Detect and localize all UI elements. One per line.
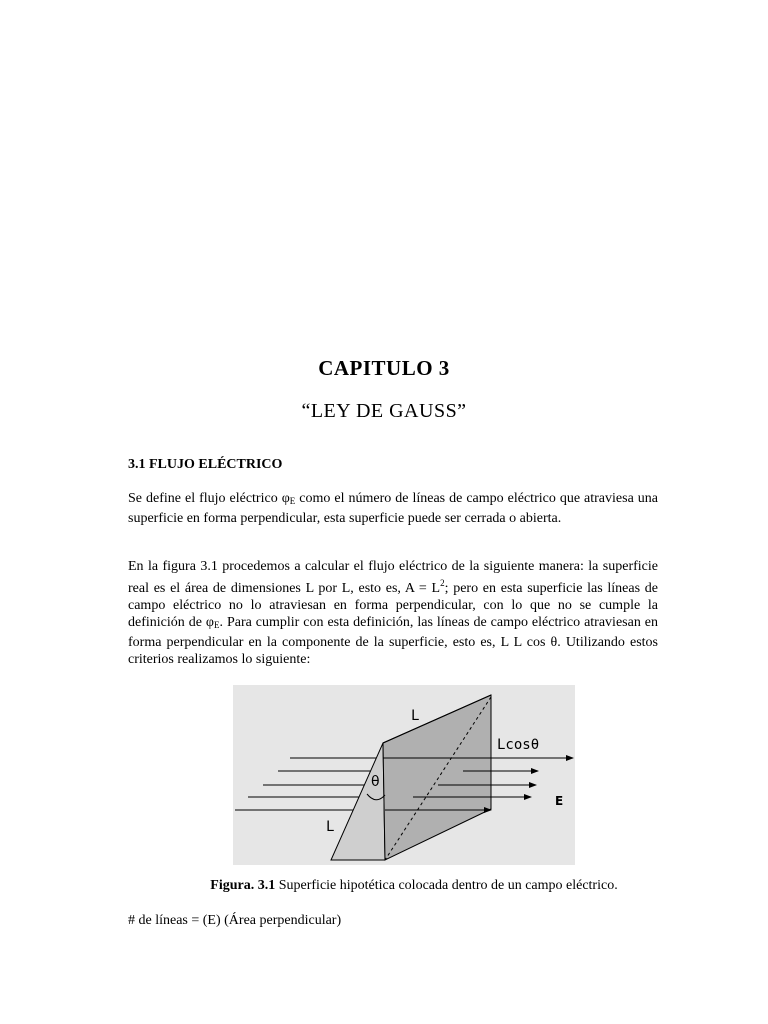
paragraph-text: ; pero en esta superficie las líneas de campo eléctrico no lo atraviesan en forma perpendicular, con lo que no se cumple la definición de	[128, 581, 658, 630]
label-lcos-text: Lcos	[497, 737, 531, 753]
paragraph-text: . Para cumplir con esta definición, las líneas de campo eléctrico atraviesan en forma perpendicular en la componente de la superficie, esto es, L L cos	[128, 615, 658, 650]
label-left-L: L	[326, 819, 335, 835]
figure-surface-diagram	[233, 685, 575, 865]
caption-label: Figura. 3.1	[210, 878, 276, 893]
paragraph-explanation	[128, 558, 658, 668]
paragraph-text: . Utilizando estos criterios realizamos lo siguiente:	[128, 635, 658, 667]
section-heading: 3.1 FLUJO ELÉCTRICO	[128, 457, 283, 472]
paragraph-text: Se define el flujo eléctrico	[128, 491, 282, 506]
prism-end-face	[331, 743, 385, 860]
phi-subscript: E	[289, 496, 296, 506]
phi-symbol: φ	[281, 491, 290, 506]
phi-subscript: E	[213, 620, 220, 630]
label-top-L: L	[411, 708, 420, 724]
prism-slanted-face	[383, 695, 491, 860]
label-lcos	[497, 737, 539, 753]
label-lcos-theta: θ	[530, 737, 540, 753]
formula-lines: # de líneas = (E) (Área perpendicular)	[128, 913, 342, 928]
paragraph-text: En la figura 3.1 procedemos a calcular el flujo eléctrico de la siguiente manera: la superficie real es el área de dimensiones L por L, esto es, A = L	[128, 559, 658, 596]
paragraph-text: como el número de líneas de campo eléctrico que atraviesa una superficie en forma perpendicular, esta superficie puede ser cerrada o abierta.	[128, 491, 658, 526]
caption-text: Superficie hipotética colocada dentro de un campo eléctrico.	[275, 878, 618, 893]
chapter-title: CAPITULO 3	[318, 356, 450, 380]
figure-caption	[0, 878, 768, 894]
theta-symbol: θ	[550, 635, 558, 650]
superscript: 2	[440, 578, 445, 588]
chapter-subtitle: “LEY DE GAUSS”	[301, 400, 467, 422]
label-field-E: E	[555, 794, 564, 808]
surface-diagram-svg	[233, 685, 575, 865]
phi-symbol: φ	[205, 615, 214, 630]
label-angle-theta: θ	[371, 774, 380, 790]
paragraph-definition	[128, 490, 658, 527]
